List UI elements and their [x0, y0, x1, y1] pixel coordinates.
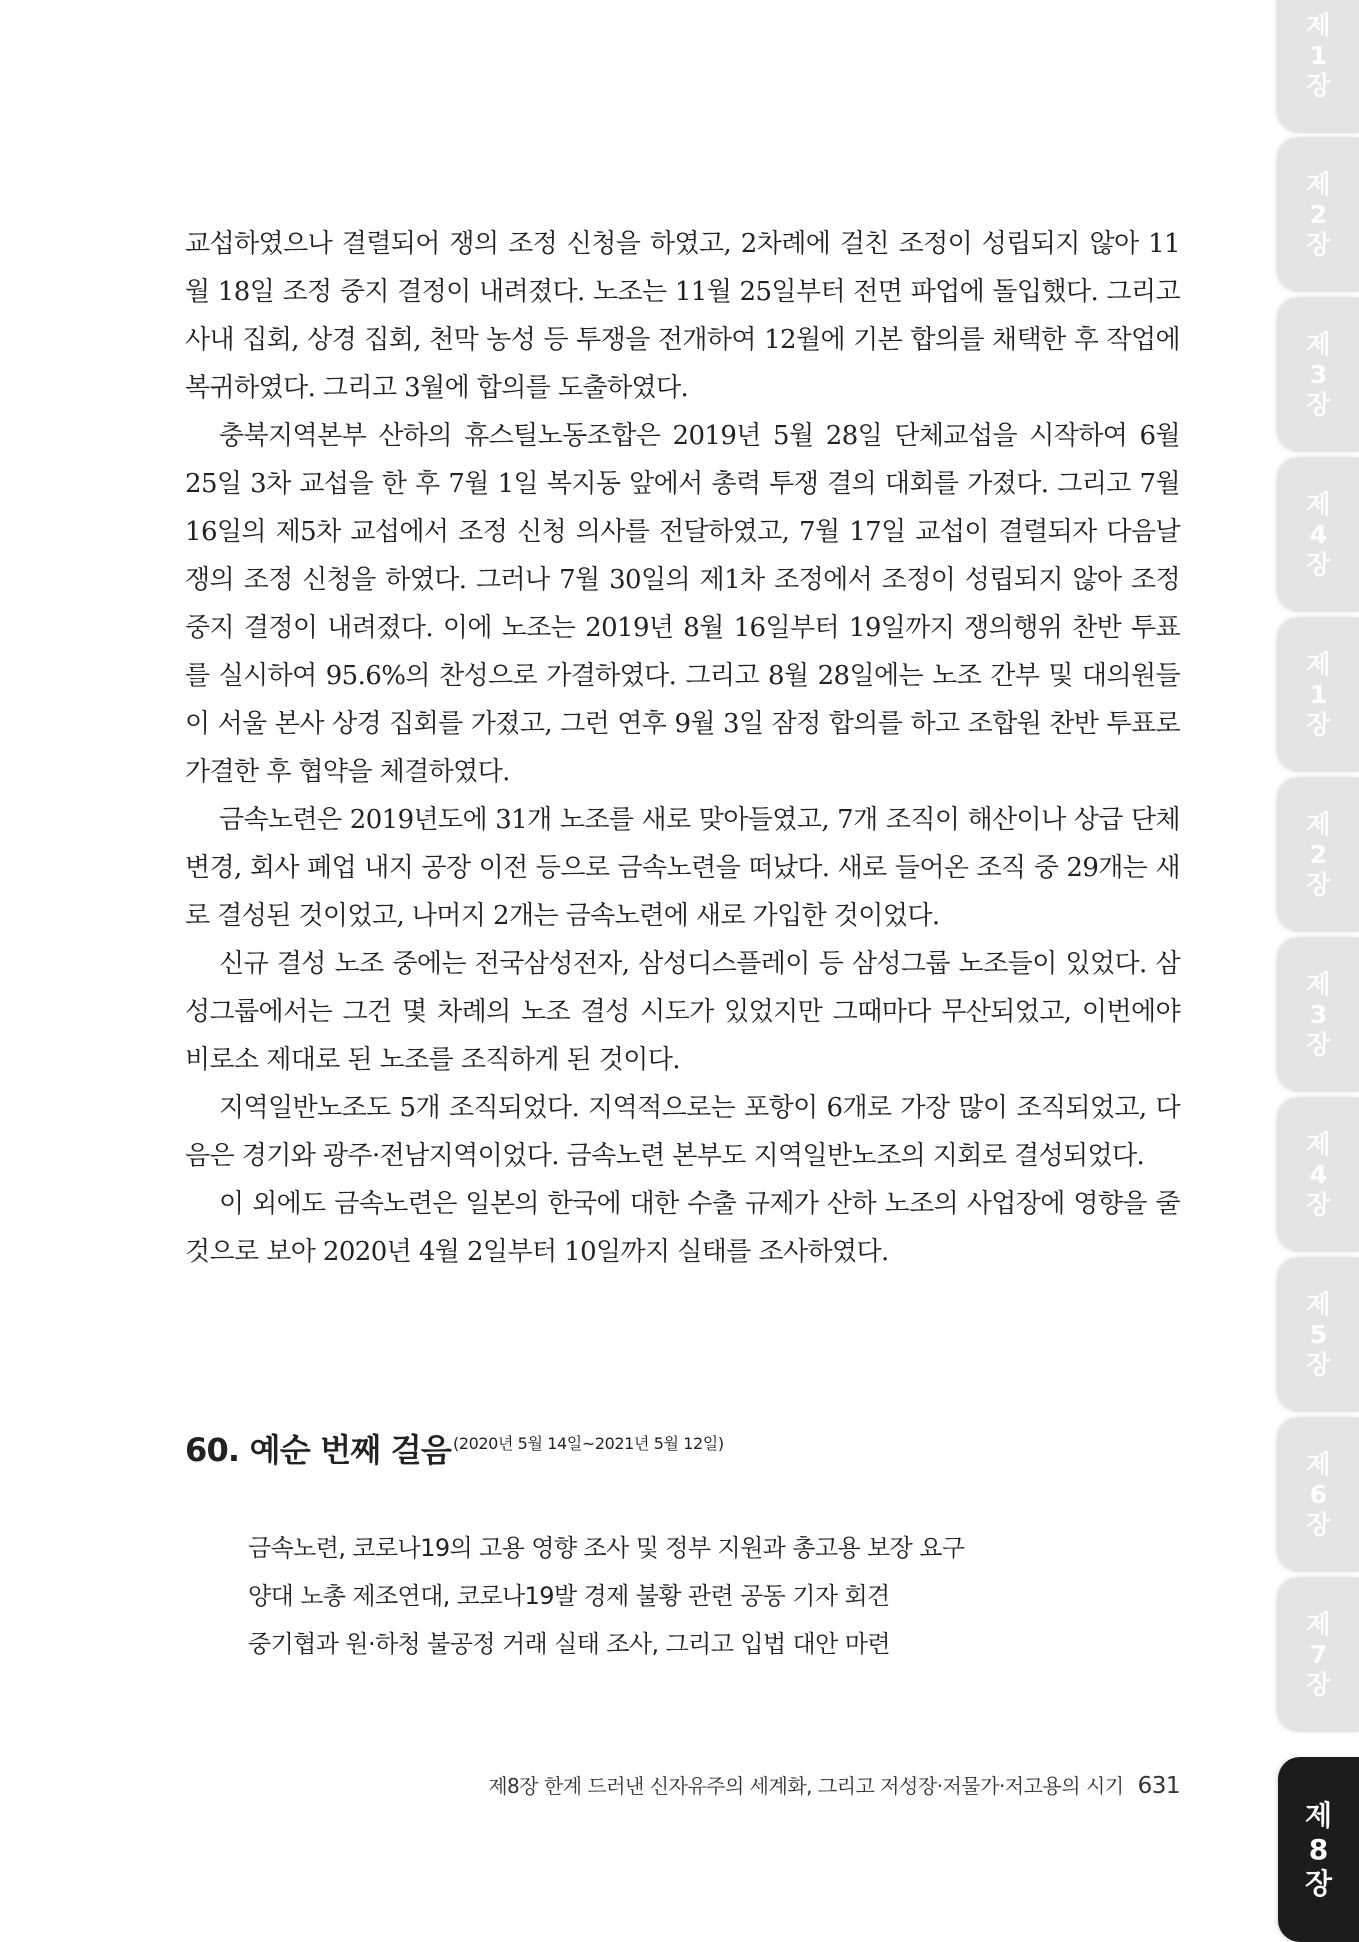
- tab-suffix: 장: [1306, 549, 1331, 579]
- tab-number: 7: [1309, 1639, 1328, 1669]
- tab-prefix: 제: [1306, 1289, 1331, 1319]
- tab-number: 1: [1309, 40, 1328, 70]
- paragraph: 충북지역본부 산하의 휴스틸노동조합은 2019년 5월 28일 단체교섭을 시작하여 6월 25일 3차 교섭을 한 후 7월 1일 복지동 앞에서 총력 투쟁 결의 대회를 가졌다. 그리고 7월 16일의 제5차 교섭에서 조정 신청 의사를 전달하였고, 7월 17일 교섭이 결렬되자 다음날 쟁의 조정 신청을 하였다. 그러나 7월 30일의 제1차 조정에서 조정이 성립되지 않아 조정 중지 결정이 내려졌다. 이에 노조는 2019년 8월 16일부터 19일까지 쟁의행위 찬반 투표를 실시하여 95.6%의 찬성으로 가결하였다. 그리고 8월 28일에는 노조 간부 및 대의원들이 서울 본사 상경 집회를 가졌고, 그런 연후 9월 3일 잠정 합의를 하고 조합원 찬반 투표로 가결한 후 협약을 체결하였다.: [185, 421, 1180, 787]
- paragraph: 신규 결성 노조 중에는 전국삼성전자, 삼성디스플레이 등 삼성그룹 노조들이 있었다. 삼성그룹에서는 그건 몇 차례의 노조 결성 시도가 있었지만 그때마다 무산되었고, 이번에야 비로소 제대로 된 노조를 조직하게 된 것이다.: [185, 949, 1180, 1075]
- body-text: [185, 220, 1180, 1276]
- tab-suffix: 장: [1306, 1189, 1331, 1219]
- paragraph: 금속노련은 2019년도에 31개 노조를 새로 맞아들였고, 7개 조직이 해산이나 상급 단체 변경, 회사 폐업 내지 공장 이전 등으로 금속노련을 떠났다. 새로 들어온 조직 중 29개는 새로 결성된 것이었고, 나머지 2개는 금속노련에 새로 가입한 것이었다.: [185, 805, 1180, 931]
- section-title: 60. 예순 번째 걸음: [185, 1431, 451, 1469]
- chapter-tab[interactable]: [1278, 777, 1359, 932]
- section-period: (2020년 5월 14일~2021년 5월 12일): [452, 1434, 724, 1453]
- tab-number: 4: [1309, 519, 1328, 549]
- chapter-tab[interactable]: [1278, 937, 1359, 1092]
- chapter-tab[interactable]: [1278, 1257, 1359, 1412]
- tab-suffix: 장: [1306, 229, 1331, 259]
- chapter-tab[interactable]: [1278, 1097, 1359, 1252]
- tab-prefix: 제: [1304, 1798, 1333, 1832]
- chapter-tab[interactable]: [1278, 617, 1359, 772]
- chapter-tab[interactable]: [1278, 137, 1359, 292]
- tab-suffix: 장: [1306, 1029, 1331, 1059]
- tab-prefix: 제: [1306, 809, 1331, 839]
- tab-suffix: 장: [1306, 70, 1331, 100]
- chapter-tab[interactable]: [1278, 1577, 1359, 1732]
- subhead-item: 중기협과 원·하청 불공정 거래 실태 조사, 그리고 입법 대안 마련: [248, 1630, 890, 1658]
- section-heading: [185, 1425, 724, 1471]
- tab-number: 6: [1309, 1479, 1328, 1509]
- tab-suffix: 장: [1306, 869, 1331, 899]
- page-number: 631: [1137, 1773, 1180, 1799]
- tab-number: 4: [1309, 1159, 1328, 1189]
- tab-suffix: 장: [1306, 389, 1331, 419]
- section-subheads: [248, 1524, 964, 1668]
- tab-number: 1: [1309, 679, 1328, 709]
- page-footer: [448, 1770, 1180, 1799]
- tab-prefix: 제: [1306, 169, 1331, 199]
- paragraph: 교섭하였으나 결렬되어 쟁의 조정 신청을 하였고, 2차례에 걸친 조정이 성립되지 않아 11월 18일 조정 중지 결정이 내려졌다. 노조는 11월 25일부터 전면 파업에 돌입했다. 그리고 사내 집회, 상경 집회, 천막 농성 등 투쟁을 전개하여 12월에 기본 합의를 채택한 후 작업에 복귀하였다. 그리고 3월에 합의를 도출하였다.: [185, 229, 1180, 403]
- chapter-tab-active[interactable]: [1278, 1757, 1359, 1942]
- tab-number: 3: [1309, 359, 1328, 389]
- running-title: 제8장 한계 드러낸 신자유주의 세계화, 그리고 저성장·저물가·저고용의 시기: [488, 1774, 1124, 1798]
- tab-suffix: 장: [1306, 1349, 1331, 1379]
- tab-number: 8: [1308, 1832, 1329, 1866]
- chapter-tab[interactable]: [1278, 1417, 1359, 1572]
- tab-prefix: 제: [1306, 1609, 1331, 1639]
- tab-suffix: 장: [1306, 709, 1331, 739]
- tab-prefix: 제: [1306, 649, 1331, 679]
- tab-prefix: 제: [1306, 969, 1331, 999]
- chapter-tab[interactable]: [1278, 0, 1359, 133]
- tab-number: 5: [1309, 1319, 1328, 1349]
- tab-number: 3: [1309, 999, 1328, 1029]
- tab-suffix: 장: [1304, 1866, 1333, 1900]
- tab-prefix: 제: [1306, 329, 1331, 359]
- tab-suffix: 장: [1306, 1669, 1331, 1699]
- tab-prefix: 제: [1306, 1129, 1331, 1159]
- chapter-tab[interactable]: [1278, 297, 1359, 452]
- tab-prefix: 제: [1306, 1449, 1331, 1479]
- tab-number: 2: [1309, 839, 1328, 869]
- chapter-tabs: [1278, 0, 1359, 1920]
- tab-prefix: 제: [1306, 489, 1331, 519]
- chapter-tab[interactable]: [1278, 457, 1359, 612]
- tab-prefix: 제: [1306, 10, 1331, 40]
- subhead-item: 금속노련, 코로나19의 고용 영향 조사 및 정부 지원과 총고용 보장 요구: [248, 1534, 965, 1562]
- paragraph: 이 외에도 금속노련은 일본의 한국에 대한 수출 규제가 산하 노조의 사업장에 영향을 줄 것으로 보아 2020년 4월 2일부터 10일까지 실태를 조사하였다.: [185, 1189, 1180, 1267]
- tab-number: 2: [1309, 199, 1328, 229]
- paragraph: 지역일반노조도 5개 조직되었다. 지역적으로는 포항이 6개로 가장 많이 조직되었고, 다음은 경기와 광주·전남지역이었다. 금속노련 본부도 지역일반노조의 지회로 결성되었다.: [185, 1093, 1180, 1171]
- subhead-item: 양대 노총 제조연대, 코로나19발 경제 불황 관련 공동 기자 회견: [248, 1582, 890, 1610]
- tab-suffix: 장: [1306, 1509, 1331, 1539]
